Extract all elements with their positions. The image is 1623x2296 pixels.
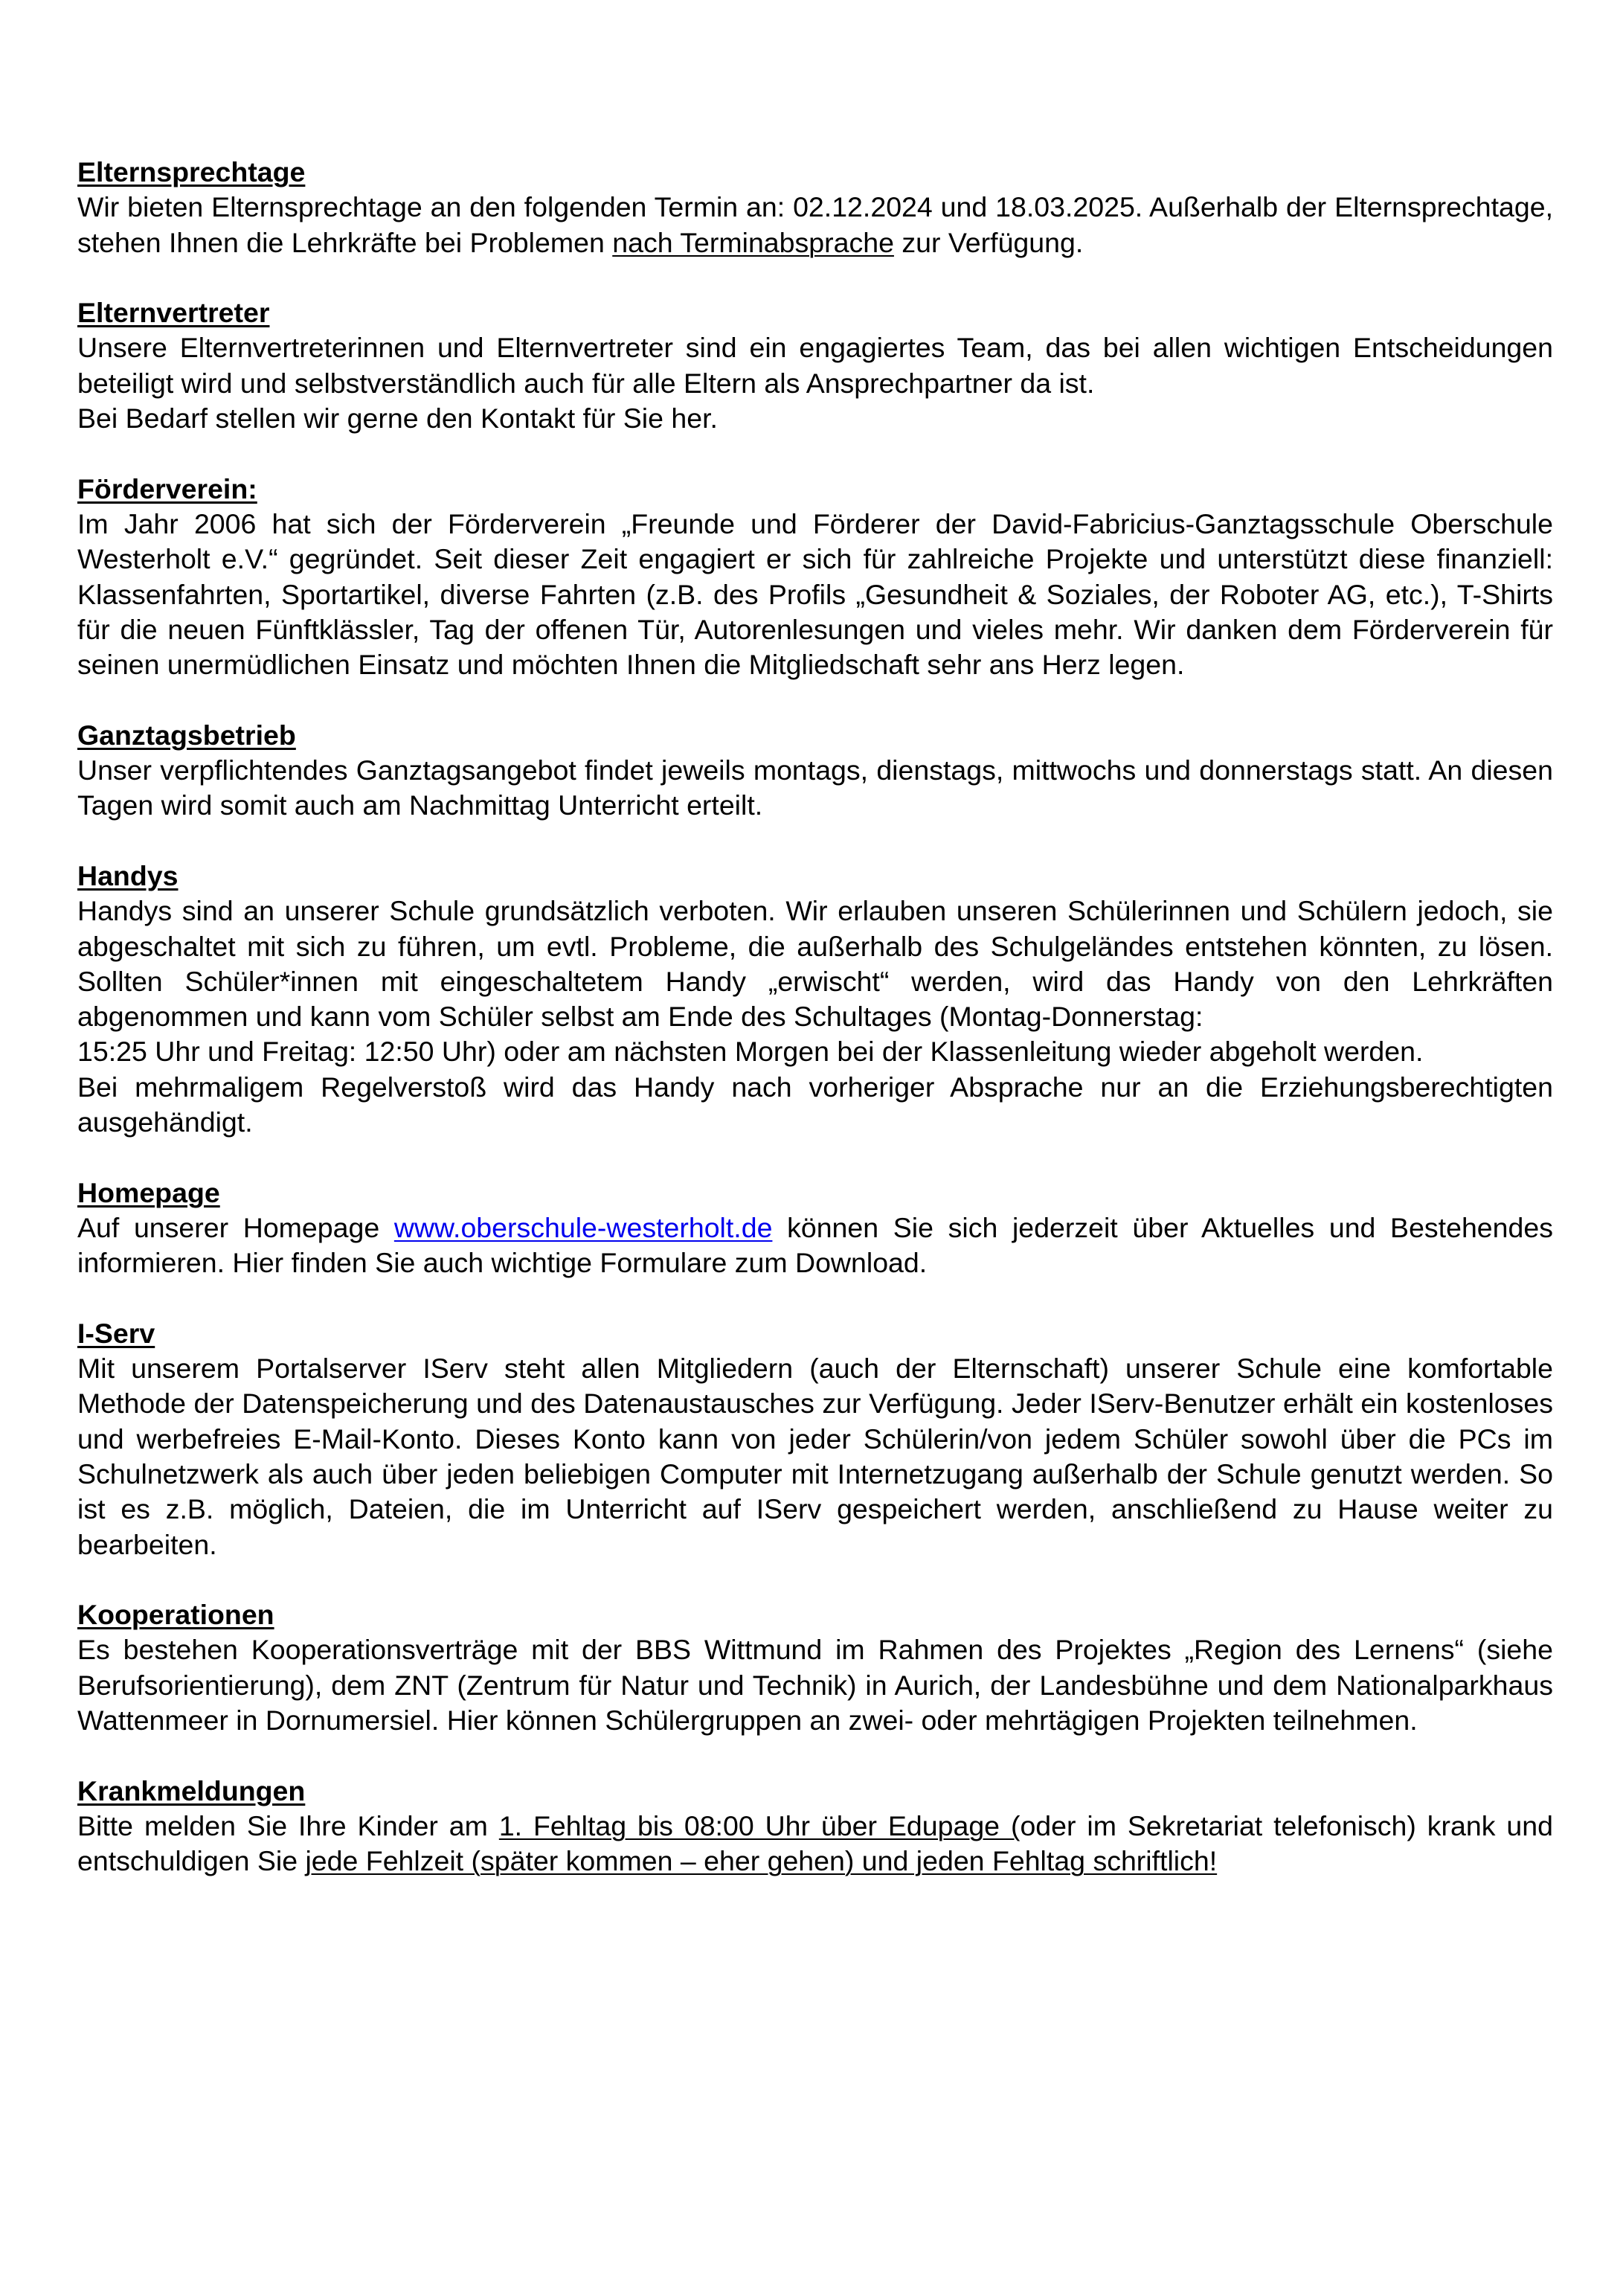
text-span: Bitte melden Sie Ihre Kinder am xyxy=(77,1809,499,1841)
section-elternsprechtage xyxy=(77,155,1553,260)
section-foerderverein xyxy=(77,472,1553,683)
heading-krankmeldungen: Krankmeldungen xyxy=(77,1774,306,1806)
paragraph-elternsprechtage xyxy=(77,190,1553,260)
text-span: zur Verfügung. xyxy=(893,226,1084,258)
paragraph-ganztagsbetrieb: Unser verpflichtendes Ganztagsangebot findet jeweils montags, dienstags, mittwochs und donnerstags statt. An diesen Tagen wird somit auch am Nachmittag Unterricht erteilt. xyxy=(77,754,1553,821)
heading-elternsprechtage: Elternsprechtage xyxy=(77,156,306,187)
paragraph-krankmeldungen xyxy=(77,1809,1553,1879)
homepage-link[interactable]: www.oberschule-westerholt.de xyxy=(393,1211,773,1243)
heading-handys: Handys xyxy=(77,859,179,891)
paragraph-elternvertreter: Unsere Elternvertreterinnen und Elternvertreter sind ein engagiertes Team, das bei allen wichtigen Entscheidungen beteiligt wird und selbstverständlich auch für alle Eltern als Ansprechpartner da ist. xyxy=(77,332,1553,399)
underlined-text: jede Fehlzeit (später kommen – eher gehen) und jeden Fehltag schriftlich! xyxy=(305,1845,1218,1877)
section-iserv xyxy=(77,1316,1553,1562)
paragraph-handys-regelverstoss: Bei mehrmaligem Regelverstoß wird das Handy nach vorheriger Absprache nur an die Erziehungsberechtigten ausgehändigt. xyxy=(77,1071,1553,1138)
section-kooperationen xyxy=(77,1597,1553,1738)
section-krankmeldungen xyxy=(77,1774,1553,1879)
paragraph-kooperationen: Es bestehen Kooperationsverträge mit der BBS Wittmund im Rahmen des Projektes „Region des Lernens“ (siehe Berufsorientierung), dem ZNT (Zentrum für Natur und Technik) in Aurich, der Landesbühne und dem Nationalparkhaus Wattenmeer in Dornumersiel. Hier können Schülergruppen an zwei- oder mehrtägigen Projekten teilnehmen. xyxy=(77,1634,1553,1737)
section-homepage xyxy=(77,1176,1553,1281)
heading-foerderverein: Förderverein: xyxy=(77,472,257,504)
heading-kooperationen: Kooperationen xyxy=(77,1599,274,1631)
text-span: oder im Sekretariat telefonisch) krank und entschuldigen Sie xyxy=(77,1809,1553,1877)
section-elternvertreter xyxy=(77,295,1553,436)
heading-homepage: Homepage xyxy=(77,1176,220,1208)
underlined-text: 1. Fehltag bis 08:00 Uhr über Edupage ( xyxy=(498,1809,1021,1841)
section-handys xyxy=(77,859,1553,1140)
heading-elternvertreter: Elternvertreter xyxy=(77,297,270,329)
section-ganztagsbetrieb xyxy=(77,718,1553,824)
paragraph-homepage xyxy=(77,1210,1553,1281)
text-span: Auf unserer Homepage xyxy=(77,1211,394,1243)
underlined-text: nach Terminabsprache xyxy=(612,226,894,258)
paragraph-handys-zeiten: 15:25 Uhr und Freitag: 12:50 Uhr) oder am nächsten Morgen bei der Klassenleitung wieder abgeholt werden. xyxy=(77,1036,1424,1068)
heading-ganztagsbetrieb: Ganztagsbetrieb xyxy=(77,719,296,751)
paragraph-handys: Handys sind an unserer Schule grundsätzlich verboten. Wir erlauben unseren Schülerinnen und Schülern jedoch, sie abgeschaltet mit sich zu führen, um evtl. Probleme, die außerhalb des Schulgeländes entstehen könnten, zu lösen. Sollten Schüler*innen mit eingeschaltetem Handy „erwischt“ werden, wird das Handy von den Lehrkräften abgenommen und kann vom Schüler selbst am Ende des Schultages (Montag-Donnerstag: xyxy=(77,895,1553,1033)
paragraph-elternvertreter-kontakt: Bei Bedarf stellen wir gerne den Kontakt für Sie her. xyxy=(77,403,718,434)
paragraph-foerderverein: Im Jahr 2006 hat sich der Förderverein „Freunde und Förderer der David-Fabricius-Ganztagsschule Oberschule Westerholt e.V.“ gegründet. Seit dieser Zeit engagiert er sich für zahlreiche Projekte und unterstützt diese finanziell: Klassenfahrten, Sportartikel, diverse Fahrten (z.B. des Profils „Gesundheit & Soziales, der Roboter AG, etc.), T-Shirts für die neuen Fünftklässler, Tag der offenen Tür, Autorenlesungen und vieles mehr. Wir danken dem Förderverein für seinen unermüdlichen Einsatz und möchten Ihnen die Mitgliedschaft sehr ans Herz legen. xyxy=(77,507,1553,681)
text-span: können Sie sich jederzeit über Aktuelles und Bestehendes informieren. Hier finden Sie auch wichtige Formulare zum Download. xyxy=(77,1211,1553,1279)
heading-iserv: I-Serv xyxy=(77,1317,155,1349)
text-span: Wir bieten Elternsprechtage an den folgenden Termin an: 02.12.2024 und 18.03.2025. Außerhalb der Elternsprechtage, stehen Ihnen die Lehrkräfte bei Problemen xyxy=(77,191,1553,258)
document-page xyxy=(77,155,1553,1914)
paragraph-iserv: Mit unserem Portalserver IServ steht allen Mitgliedern (auch der Elternschaft) unserer Schule eine komfortable Methode der Datenspeicherung und des Datenaustausches zur Verfügung. Jeder IServ-Benutzer erhält ein kostenloses und werbefreies E-Mail-Konto. Dieses Konto kann von jeder Schülerin/von jedem Schüler sowohl über die PCs im Schulnetzwerk als auch über jeden beliebigen Computer mit Internetzugang außerhalb der Schule genutzt werden. So ist es z.B. möglich, Dateien, die im Unterricht auf IServ gespeichert werden, anschließend zu Hause weiter zu bearbeiten. xyxy=(77,1353,1553,1560)
